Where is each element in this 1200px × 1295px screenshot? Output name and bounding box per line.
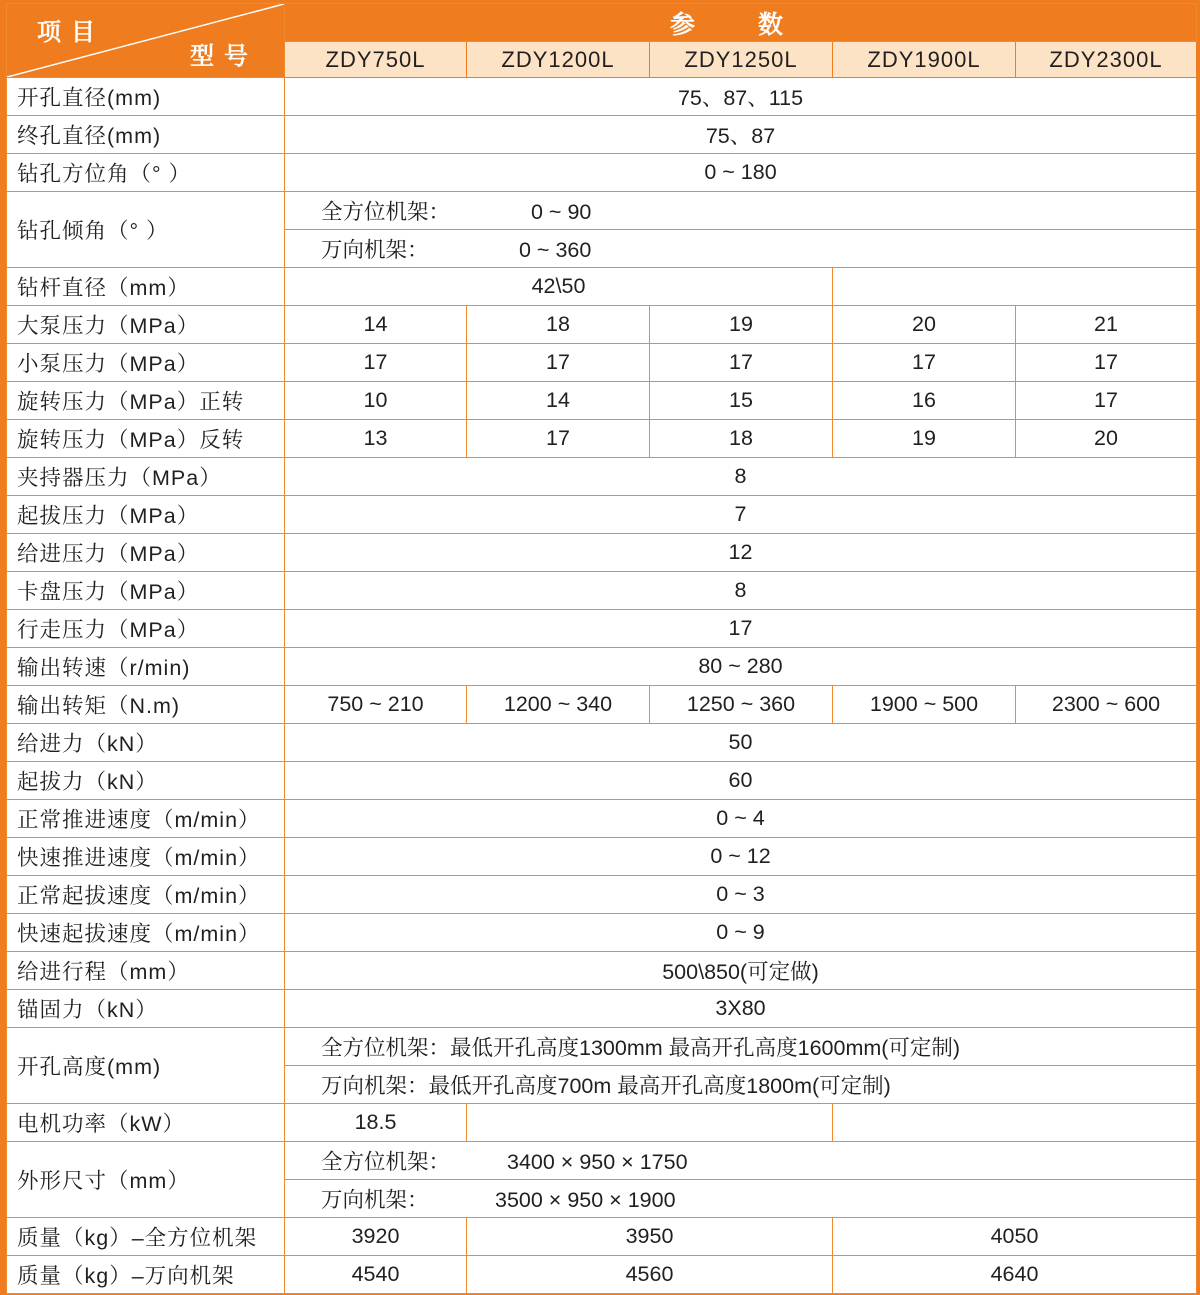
row-label: 开孔直径(mm): [7, 78, 285, 116]
row-value: 0 ~ 4: [285, 800, 1197, 838]
row-label: 正常起拔速度（m/min）: [7, 876, 285, 914]
row-value: 80 ~ 280: [285, 648, 1197, 686]
row-label: 输出转矩（N.m): [7, 686, 285, 724]
row-value: 500\850(可定做): [285, 952, 1197, 990]
row-cell: 3950: [467, 1218, 833, 1256]
table-row: [7, 686, 1197, 724]
row-label: 给进力（kN）: [7, 724, 285, 762]
row-label: 快速起拔速度（m/min）: [7, 914, 285, 952]
frame-type-label: 万向机架：: [321, 238, 429, 262]
params-header: 参 数: [285, 4, 1197, 42]
row-value: 75、87、115: [285, 78, 1197, 116]
row-label: 输出转速（r/min): [7, 648, 285, 686]
row-value: 75、87: [285, 116, 1197, 154]
corner-item-label: 项目: [37, 19, 105, 46]
row-value: 42\50: [285, 268, 833, 306]
row-cell: 17: [467, 420, 650, 458]
row-value-empty: [833, 1104, 1197, 1142]
table-row: [7, 382, 1197, 420]
row-cell: 21: [1016, 306, 1197, 344]
row-value: 0 ~ 12: [285, 838, 1197, 876]
row-value-line: [285, 1142, 1197, 1180]
table-row: [7, 344, 1197, 382]
row-label: 锚固力（kN）: [7, 990, 285, 1028]
row-label: 给进压力（MPa）: [7, 534, 285, 572]
model-header: ZDY1250L: [650, 42, 833, 78]
row-label: 正常推进速度（m/min）: [7, 800, 285, 838]
table-row: [7, 1142, 1197, 1180]
row-label: 质量（kg）–全方位机架: [7, 1218, 285, 1256]
table-row: [7, 800, 1197, 838]
table-row: [7, 116, 1197, 154]
row-label: 夹持器压力（MPa）: [7, 458, 285, 496]
header-row: [7, 4, 1197, 42]
row-cell: 1250 ~ 360: [650, 686, 833, 724]
row-cell: 15: [650, 382, 833, 420]
table-row: [7, 610, 1197, 648]
row-value-empty: [833, 268, 1197, 306]
row-cell: 20: [1016, 420, 1197, 458]
row-label: 行走压力（MPa）: [7, 610, 285, 648]
table-row: [7, 724, 1197, 762]
row-cell: 10: [285, 382, 467, 420]
table-row: [7, 1104, 1197, 1142]
row-label: 旋转压力（MPa）反转: [7, 420, 285, 458]
row-value: 8: [285, 458, 1197, 496]
row-value: 3X80: [285, 990, 1197, 1028]
table-row: [7, 306, 1197, 344]
frame-type-value: 3400 × 950 × 1750: [507, 1150, 688, 1174]
frame-type-value: 3500 × 950 × 1900: [495, 1188, 676, 1212]
row-label: 钻孔倾角（° ）: [7, 192, 285, 268]
table-row: [7, 154, 1197, 192]
row-cell: 750 ~ 210: [285, 686, 467, 724]
row-value-empty: [467, 1104, 833, 1142]
spec-table: [6, 3, 1197, 1294]
frame-type-value: 0 ~ 360: [519, 238, 592, 262]
row-value-line: [285, 230, 1197, 268]
row-cell: 18: [467, 306, 650, 344]
table-row: [7, 458, 1197, 496]
row-cell: 18.5: [285, 1104, 467, 1142]
row-label: 大泵压力（MPa）: [7, 306, 285, 344]
row-cell: 19: [833, 420, 1016, 458]
table-row: [7, 534, 1197, 572]
row-value-line: 全方位机架：最低开孔高度1300mm 最高开孔高度1600mm(可定制): [285, 1028, 1197, 1066]
row-value: 50: [285, 724, 1197, 762]
frame-type-label: 全方位机架：: [321, 200, 451, 224]
row-cell: 20: [833, 306, 1016, 344]
row-label: 快速推进速度（m/min）: [7, 838, 285, 876]
row-label: 小泵压力（MPa）: [7, 344, 285, 382]
row-cell: 1900 ~ 500: [833, 686, 1016, 724]
row-value-line: [285, 192, 1197, 230]
table-row: [7, 762, 1197, 800]
table-row: [7, 420, 1197, 458]
table-row: [7, 78, 1197, 116]
row-label: 钻孔方位角（° ）: [7, 154, 285, 192]
table-row: [7, 1256, 1197, 1294]
row-cell: 17: [1016, 382, 1197, 420]
row-cell: 16: [833, 382, 1016, 420]
frame-type-label: 万向机架：: [321, 1188, 429, 1212]
row-label: 质量（kg）–万向机架: [7, 1256, 285, 1294]
row-label: 开孔高度(mm): [7, 1028, 285, 1104]
table-row: [7, 648, 1197, 686]
model-header: ZDY2300L: [1016, 42, 1197, 78]
model-header: ZDY1200L: [467, 42, 650, 78]
row-label: 钻杆直径（mm）: [7, 268, 285, 306]
row-cell: 1200 ~ 340: [467, 686, 650, 724]
row-cell: 14: [467, 382, 650, 420]
row-label: 卡盘压力（MPa）: [7, 572, 285, 610]
row-cell: 18: [650, 420, 833, 458]
row-value: 60: [285, 762, 1197, 800]
table-row: [7, 268, 1197, 306]
row-label: 外形尺寸（mm）: [7, 1142, 285, 1218]
table-row: [7, 1028, 1197, 1066]
row-label: 终孔直径(mm): [7, 116, 285, 154]
header-corner-cell: [7, 4, 285, 78]
row-cell: 17: [650, 344, 833, 382]
row-cell: 13: [285, 420, 467, 458]
row-cell: 4640: [833, 1256, 1197, 1294]
table-row: [7, 914, 1197, 952]
row-cell: 17: [1016, 344, 1197, 382]
row-value: 0 ~ 3: [285, 876, 1197, 914]
model-header: ZDY750L: [285, 42, 467, 78]
row-value: 12: [285, 534, 1197, 572]
row-label: 电机功率（kW）: [7, 1104, 285, 1142]
row-cell: 4050: [833, 1218, 1197, 1256]
row-value: 8: [285, 572, 1197, 610]
table-row: [7, 572, 1197, 610]
row-label: 起拔压力（MPa）: [7, 496, 285, 534]
row-label: 给进行程（mm）: [7, 952, 285, 990]
frame-type-value: 0 ~ 90: [531, 200, 592, 224]
frame-type-label: 全方位机架：: [321, 1150, 451, 1174]
row-cell: 4540: [285, 1256, 467, 1294]
row-label: 起拔力（kN）: [7, 762, 285, 800]
row-value: 0 ~ 9: [285, 914, 1197, 952]
row-value-line: 万向机架：最低开孔高度700m 最高开孔高度1800m(可定制): [285, 1066, 1197, 1104]
row-value: 17: [285, 610, 1197, 648]
row-value: 7: [285, 496, 1197, 534]
row-value-line: [285, 1180, 1197, 1218]
row-cell: 19: [650, 306, 833, 344]
row-cell: 2300 ~ 600: [1016, 686, 1197, 724]
table-row: [7, 952, 1197, 990]
table-row: [7, 990, 1197, 1028]
model-header: ZDY1900L: [833, 42, 1016, 78]
row-cell: 3920: [285, 1218, 467, 1256]
row-cell: 4560: [467, 1256, 833, 1294]
table-row: [7, 1218, 1197, 1256]
row-cell: 17: [285, 344, 467, 382]
table-row: [7, 192, 1197, 230]
row-cell: 14: [285, 306, 467, 344]
row-value: 0 ~ 180: [285, 154, 1197, 192]
row-label: 旋转压力（MPa）正转: [7, 382, 285, 420]
table-row: [7, 838, 1197, 876]
row-cell: 17: [467, 344, 650, 382]
table-row: [7, 496, 1197, 534]
corner-model-label: 型号: [190, 43, 258, 70]
table-row: [7, 876, 1197, 914]
row-cell: 17: [833, 344, 1016, 382]
